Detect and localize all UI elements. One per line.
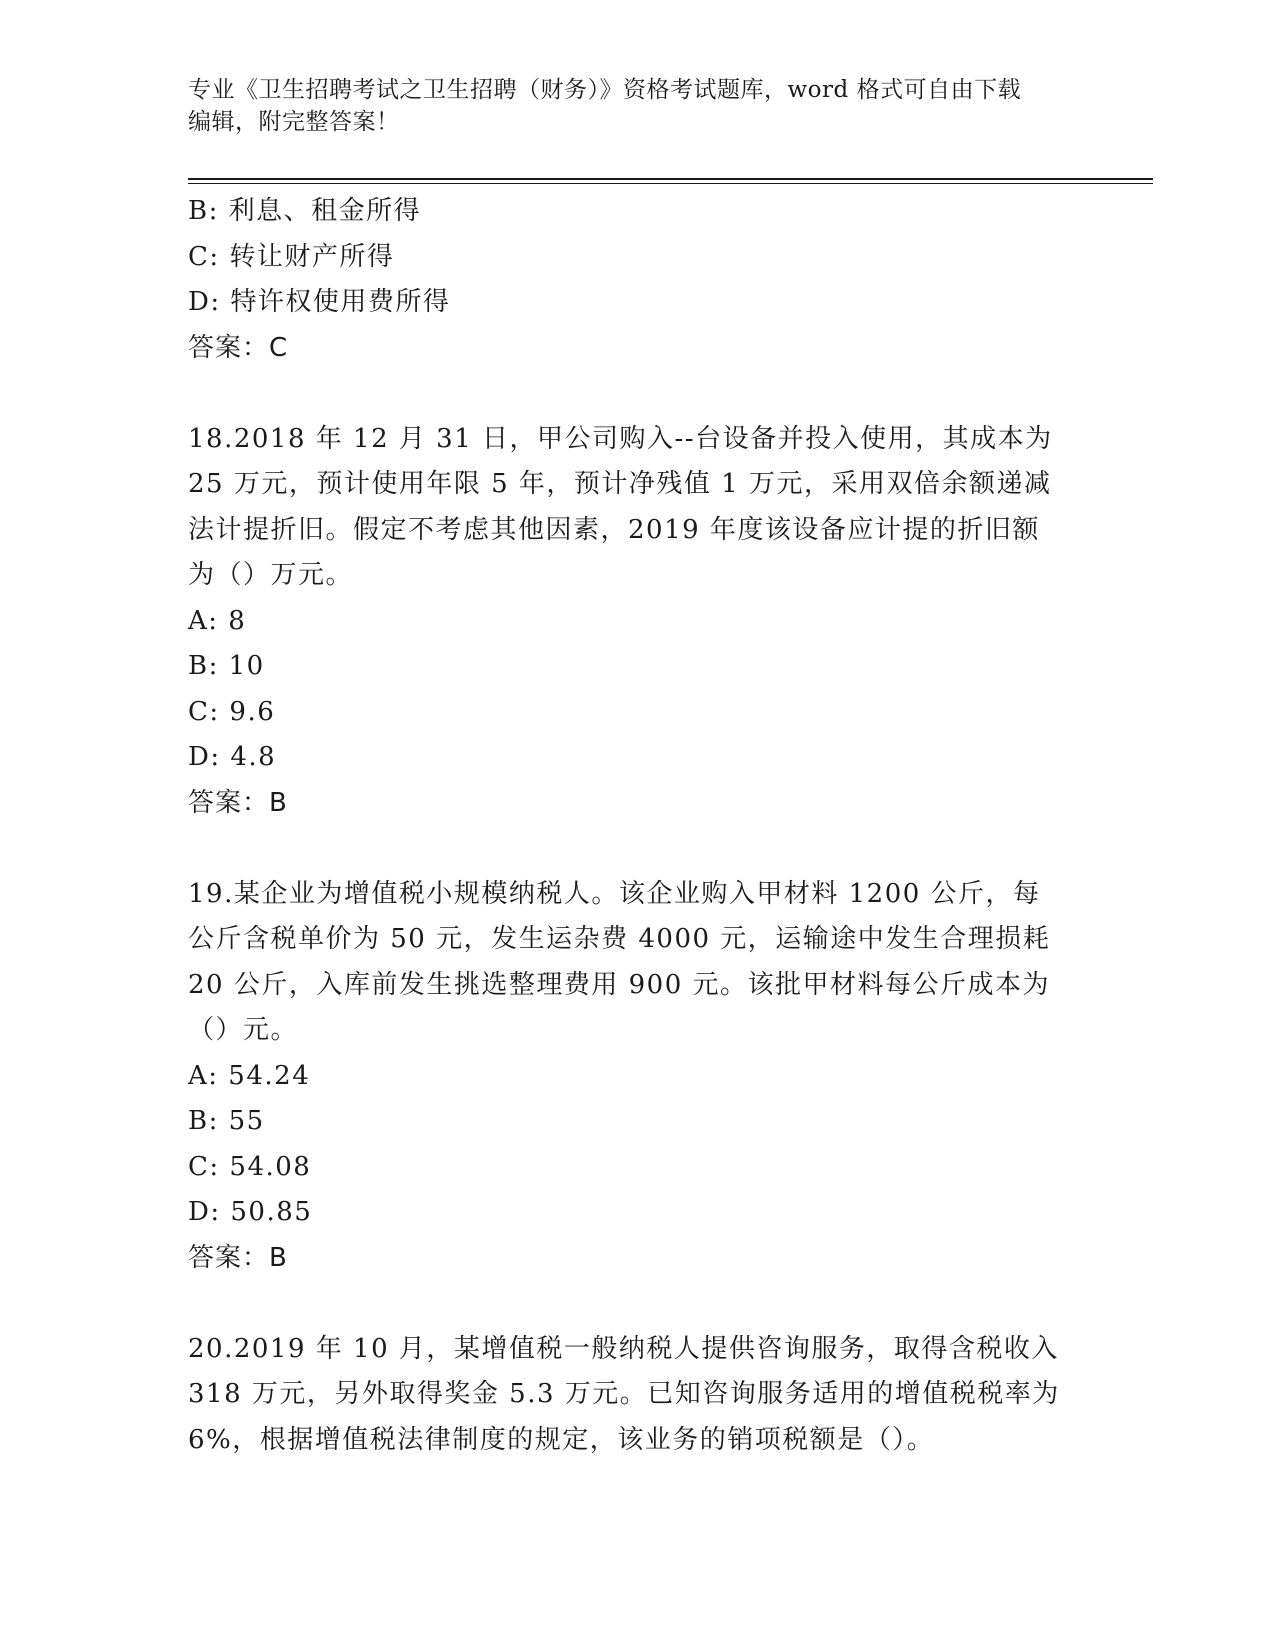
text-line: 318 万元，另外取得奖金 5.3 万元。已知咨询服务适用的增值税税率为 [188,1379,1060,1409]
text-line: 19.某企业为增值税小规模纳税人。该企业购入甲材料 1200 公斤，每 [188,878,1041,909]
text-line: 公斤含税单价为 50 元，发生运杂费 4000 元，运输途中发生合理损耗 [188,924,1051,954]
text-line: B: 10 [188,651,265,681]
text-line: 18.2018 年 12 月 31 日，甲公司购入--台设备并投入使用，其成本为 [188,423,1053,454]
text-line: （）元。 [188,1015,299,1045]
answer-line: 答案：B [188,787,288,818]
text-line: B: 55 [188,1106,265,1136]
header-rule-thin [188,183,1153,184]
text-line: D: 50.85 [188,1197,313,1227]
text-line: D: 4.8 [188,742,277,772]
answer-line: 答案：B [188,1242,288,1273]
text-line: 为（）万元。 [188,560,354,590]
text-line: C: 9.6 [188,696,276,727]
document-header [188,74,1088,138]
answer-line: 答案：C [188,332,289,363]
header-line-1: 专业《卫生招聘考试之卫生招聘（财务）》资格考试题库，word 格式可自由下载 [188,77,1022,103]
text-line: A: 8 [188,605,247,636]
paragraph-gap [188,826,1088,872]
text-line: 6%，根据增值税法律制度的规定，该业务的销项税额是（）。 [188,1424,935,1455]
text-line: B: 利息、租金所得 [188,196,422,226]
text-line: 法计提折旧。假定不考虑其他因素，2019 年度该设备应计提的折旧额 [188,514,1040,545]
question-content [188,189,1088,1463]
text-line: 20.2019 年 10 月，某增值税一般纳税人提供咨询服务，取得含税收入 [188,1333,1059,1364]
text-line: D: 特许权使用费所得 [188,287,451,317]
text-line: 25 万元，预计使用年限 5 年，预计净残值 1 万元，采用双倍余额递减 [188,469,1052,499]
paragraph-gap [188,1281,1088,1327]
header-rule-thick [188,178,1153,180]
header-line-2: 编辑，附完整答案！ [188,109,400,135]
text-line: C: 转让财产所得 [188,241,395,272]
text-line: C: 54.08 [188,1151,312,1182]
text-line: 20 公斤，入库前发生挑选整理费用 900 元。该批甲材料每公斤成本为 [188,969,1051,1000]
text-line: A: 54.24 [188,1060,311,1091]
paragraph-gap [188,371,1088,417]
